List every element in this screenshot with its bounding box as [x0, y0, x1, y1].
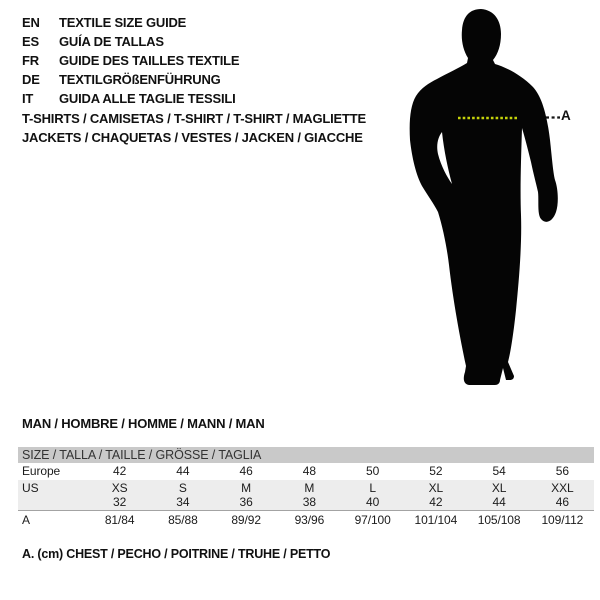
size-cell: 48	[302, 464, 316, 478]
table-row-chest	[18, 511, 594, 529]
size-cell: 89/92	[231, 513, 261, 527]
size-cell: 46	[555, 495, 569, 509]
language-code: IT	[22, 91, 34, 106]
size-cell: 44	[176, 464, 190, 478]
size-cell: M	[241, 481, 252, 495]
size-cell: 85/88	[168, 513, 198, 527]
size-cell: 52	[429, 464, 443, 478]
language-title: GUÍA DE TALLAS	[59, 34, 164, 49]
language-title: GUIDE DES TAILLES TEXTILE	[59, 53, 240, 68]
measurement-footnote: A. (cm) CHEST / PECHO / POITRINE / TRUHE / PETTO	[22, 547, 331, 561]
size-cell: M	[304, 481, 315, 495]
row-label: A	[22, 513, 30, 527]
size-cell: XS	[111, 481, 128, 495]
table-row-us-numeric	[18, 495, 594, 508]
table-row-us	[18, 481, 594, 495]
section-title-man: MAN / HOMBRE / HOMME / MANN / MAN	[22, 416, 265, 431]
table-header: SIZE / TALLA / TAILLE / GRÖSSE / TAGLIA	[18, 447, 594, 463]
measure-label-a: A	[561, 108, 571, 123]
size-cell: 101/104	[414, 513, 458, 527]
size-cell: XXL	[551, 481, 574, 495]
category-tshirts: T-SHIRTS / CAMISETAS / T-SHIRT / T-SHIRT / MAGLIETTE	[22, 111, 366, 126]
size-cell: 109/112	[541, 513, 584, 527]
size-cell: 50	[366, 464, 380, 478]
row-label	[18, 495, 88, 510]
size-cell: 38	[302, 495, 316, 509]
language-code: ES	[22, 34, 39, 49]
language-code: DE	[22, 72, 40, 87]
size-cell: 34	[176, 495, 190, 509]
size-cell: S	[178, 481, 187, 495]
size-cell: 42	[429, 495, 443, 509]
language-title: TEXTILGRÖßENFÜHRUNG	[59, 72, 221, 87]
table-row-europe	[18, 463, 594, 480]
size-table	[18, 447, 594, 529]
size-cell: 32	[113, 495, 127, 509]
row-label: US	[22, 481, 39, 495]
size-cell: 81/84	[104, 513, 135, 527]
size-cell: 54	[492, 464, 506, 478]
size-cell: 97/100	[354, 513, 391, 527]
table-stripe-group	[18, 480, 594, 511]
size-cell: 42	[113, 464, 127, 478]
language-code: EN	[22, 15, 40, 30]
size-cell: XL	[491, 481, 507, 495]
size-cell: 56	[555, 464, 569, 478]
size-cell: 44	[492, 495, 506, 509]
size-cell: 93/96	[294, 513, 325, 527]
size-cell: L	[369, 481, 376, 495]
language-title: GUIDA ALLE TAGLIE TESSILI	[59, 91, 236, 106]
language-code: FR	[22, 53, 39, 68]
size-cell: 40	[366, 495, 380, 509]
size-cell: 36	[239, 495, 253, 509]
man-silhouette-icon	[410, 9, 558, 385]
row-label: Europe	[22, 464, 61, 478]
language-title: TEXTILE SIZE GUIDE	[59, 15, 187, 30]
size-cell: 46	[239, 464, 253, 478]
size-cell: XL	[428, 481, 444, 495]
category-jackets: JACKETS / CHAQUETAS / VESTES / JACKEN / GIACCHE	[22, 130, 363, 145]
size-cell: 105/108	[477, 513, 521, 527]
